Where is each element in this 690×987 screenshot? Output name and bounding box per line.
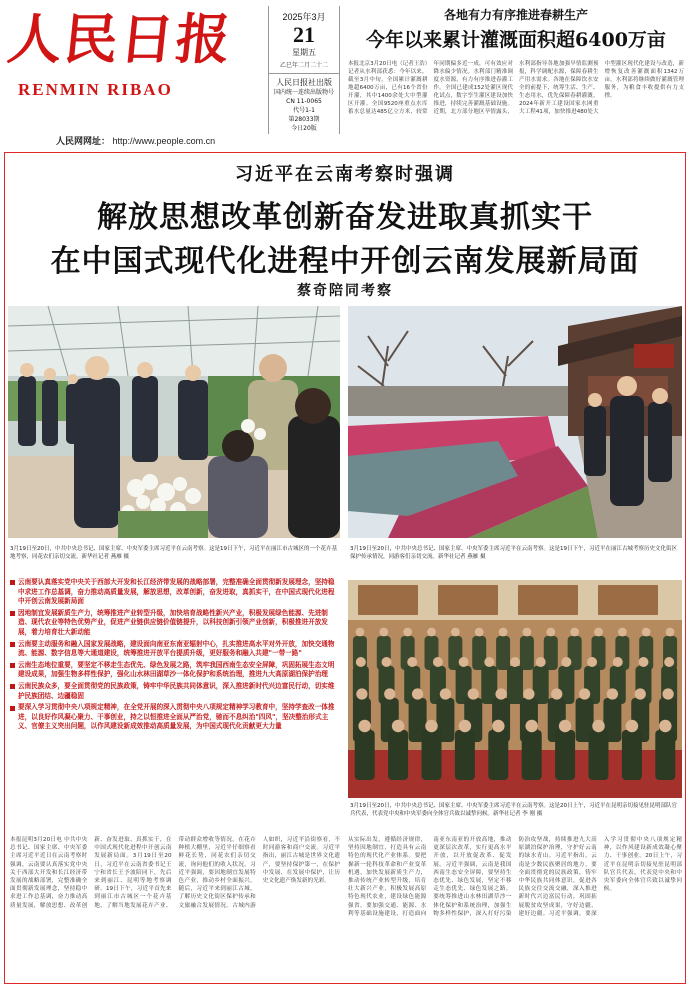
- key-point: 要深入学习贯彻中央八项规定精神，在全党开展的深入贯彻中央八项规定精神学习教育中，坚持学查改一体推进，以良好作风凝心聚力、干事创业，持之以恒推进全面从严治党，驰而不息纠治"四风"，坚决整治形式主义、官僚主义突出问题，以作风建设新成效推动高质量发展，为中国式现代化贡献更大力量: [10, 703, 340, 732]
- article-body-left: 本报昆明3月20日电 中共中央总书记、国家主席、中央军委主席习近平近日在云南考察时强调，云南要认真落实党中央关于西部大开发和长江经济带发展的战略部署，完整准确全面贯彻新发展理念，坚持稳中求进工作总基调，奋力推动高质量发展，解放思想、改革创新、奋发进取、真抓实干，在中国式现代化进程中开创云南发展新局面。3月19日至20日，习近平在云南省委书记王宁和省长王予波陪同下，先后来到丽江、昆明等地考察调研。19日下午，习近平首先来到丽江市古城区一个花卉基地，了解当地发展花卉产业、带动群众增收等情况。在花卉种植大棚里，习近平仔细察看鲜花长势，同花农们亲切交流，询问他们的收入状况。习近平强调，要因地制宜发展特色产业，推动乡村全面振兴。随后，习近平来到丽江古城，了解历史文化街区保护传承和文旅融合发展情况。古城内游人如织，习近平沿街察看，不时同游客和商户交流。习近平指出，丽江古城是世界文化遗产，要坚持保护第一，在保护中发展、在发展中保护，让历史文化遗产焕发新的光彩。: [10, 837, 340, 909]
- photo-flower-base[interactable]: [8, 306, 340, 538]
- date-box: [268, 6, 340, 134]
- issue-weekday: 星期五: [292, 48, 316, 57]
- publication-code: 代号1-1: [293, 107, 315, 114]
- key-points-list: [10, 578, 340, 830]
- top-story-kicker: 各地有力有序推进春耕生产: [443, 8, 588, 22]
- website-label: 人民网网址：: [56, 137, 111, 147]
- top-story[interactable]: [348, 6, 684, 146]
- newspaper-logo-english: RENMIN RIBAO: [18, 80, 173, 99]
- key-point: 云南生态地位重要，要坚定不移走生态优先、绿色发展之路，筑牢我国西南生态安全屏障，巩固拓展生态文明建设成果，加强生物多样性保护，强化山水林田湖草沙一体化保护和系统治理，推进九大高原湖泊保护治理: [10, 661, 340, 680]
- bullet-square-icon: [10, 706, 15, 711]
- photo2-caption: 3月19日至20日，中共中央总书记、国家主席、中央军委主席习近平在云南考察。这是19日下午，习近平在丽江古城考察历史文化街区保护传承情况，同游客们亲切交流。新华社记者 燕雁 摄: [350, 546, 677, 560]
- photo1-caption: 3月19日至20日，中共中央总书记、国家主席、中央军委主席习近平在云南考察。这是19日下午，习近平在丽江市古城区的一个花卉基地考察，同花农们亲切交流。新华社记者 燕雁 摄: [10, 546, 337, 560]
- website-line: [56, 134, 215, 147]
- key-point: 云南要认真落实党中央关于西部大开发和长江经济带发展的战略部署，完整准确全面贯彻新发展理念，坚持稳中求进工作总基调，奋力推动高质量发展，解放思想，改革创新，奋发进取，真抓实干，在中国式现代化进程中开创云南发展新局面: [10, 578, 340, 607]
- lead-kicker: 习近平在云南考察时强调: [235, 164, 455, 185]
- article-body-right: 从实际出发，遵循经济规律，坚持因地制宜，打造具有云南特色的现代化产业体系。要把握新一轮科技革命和产业变革机遇，加快发展新质生产力，推动传统产业转型升级，培育壮大新兴产业，积极发展高原特色现代农业，建设绿色能源强省。要加强交通、能源、水利等基础设施建设，打造面向南亚东南亚的开放高地，推动更深层次改革，实行更高水平开放，以开放促改革、促发展。习近平强调，云南是我国西南生态安全屏障，要坚持生态优先、绿色发展，坚定不移走生态优先、绿色发展之路。要统筹推进山水林田湖草沙一体化保护和系统治理，加强生物多样性保护，深入打好污染防治攻坚战，持续推进九大高原湖泊保护治理，守护好云南的绿水青山。习近平指出，云南是少数民族聚居的地方，要全面贯彻党的民族政策，铸牢中华民族共同体意识，促进各民族交往交流交融，深入推进新时代兴边富民行动，巩固拓展脱贫攻坚成果，守好边疆、建好边疆。习近平强调，要深入学习贯彻中央八项规定精神，以作风建设新成效凝心聚力、干事创业。20日上午，习近平在昆明亲切接见驻昆明部队官兵代表，代表党中央和中央军委向全体官兵致以诚挚问候。: [348, 837, 682, 917]
- photo-troops-meeting[interactable]: [348, 580, 682, 798]
- lead-headline-line2[interactable]: 在中国式现代化进程中开创云南发展新局面: [50, 244, 640, 279]
- bullet-square-icon: [10, 580, 15, 585]
- bullet-square-icon: [10, 663, 15, 668]
- lunar-date: 乙巳年二月二十二: [279, 62, 328, 69]
- website-url[interactable]: http://www.people.com.cn: [112, 136, 216, 146]
- publisher: 人民日报社出版: [269, 73, 339, 88]
- bullet-square-icon: [10, 684, 15, 689]
- issue-number: 第28033期: [288, 116, 320, 123]
- page-count: 今日20版: [291, 125, 317, 132]
- top-story-title[interactable]: 今年以来累计灌溉面积超6400万亩: [366, 29, 666, 51]
- lead-headline-line1[interactable]: 解放思想改革创新奋发进取真抓实干: [97, 200, 593, 235]
- publication-code: 国内统一连续出版物号: [273, 89, 334, 96]
- publication-code: CN 11-0065: [286, 98, 322, 105]
- issue-year-month: 2025年3月: [282, 12, 326, 22]
- photo-lijiang-old-town[interactable]: [348, 306, 682, 538]
- bullet-square-icon: [10, 611, 15, 616]
- bullet-square-icon: [10, 642, 15, 647]
- key-point: 因地制宜发展新质生产力，统筹推进产业转型升级，加快培育战略性新兴产业，积极发展绿色能源、先进制造、现代农业等特色优势产业，促进产业链供应链价值链提升，以科技创新引领产业创新，积极推进开放发展，着力培育壮大新动能: [10, 609, 340, 638]
- top-story-body: 本报北京3月20日电（记者王浩）记者从水利部获悉：今年以来，截至3月中旬，全国累计灌溉耕地超6400万亩，已有16个省份开灌，其中1400余处大中型灌区开灌。全国9520座重点水库蓄水总量达485亿立方米，较常年同期偏多近一成，可有效应对降水偏少情况。水利部门精准调度水资源，有力有序推进春灌工作。全国已建成152处灌区现代化试点，数字孪生灌区建设加快推进，持续完善灌溉基础设施。近期，北方部分地区旱情露头，水利部指导各地加强旱情监测预报，科学调配水源，保障春耕生产用水需求。各地在保障饮水安全的前提下，统筹生活、生产、生态用水，优先保障春耕灌溉。2024年新开工建设国家水网重大工程41项，加快推进480处大中型灌区现代化建设与改造，新增恢复改善灌溉面积1342万亩。水利部将继续做好灌溉管理服务，为粮食丰收提供有力支撑。: [348, 61, 684, 115]
- photo3-caption: 3月19日至20日，中共中央总书记、国家主席、中央军委主席习近平在云南考察。这是20日上午，习近平在昆明亲切接见驻昆明部队官兵代表，代表党中央和中央军委向全体官兵致以诚挚问候。新华社记者 李 刚 摄: [350, 803, 677, 817]
- lead-subhead: 蔡奇陪同考察: [297, 283, 393, 299]
- newspaper-logo[interactable]: 人民日报: [4, 7, 236, 71]
- masthead: [0, 0, 690, 150]
- issue-day: 21: [293, 22, 315, 47]
- key-point: 云南民族众多，要全面贯彻党的民族政策，铸牢中华民族共同体意识，深入推进新时代兴边富民行动，切实维护民族团结、边疆稳固: [10, 682, 340, 701]
- key-point: 云南要主动服务和融入国家发展战略，建设面向南亚东南亚辐射中心，扎实推进高水平对外开放，加快交通物流、能源、数字信息等大通道建设，统筹推进开放平台提质升级，更好服务和融入共建"一带一路": [10, 640, 340, 659]
